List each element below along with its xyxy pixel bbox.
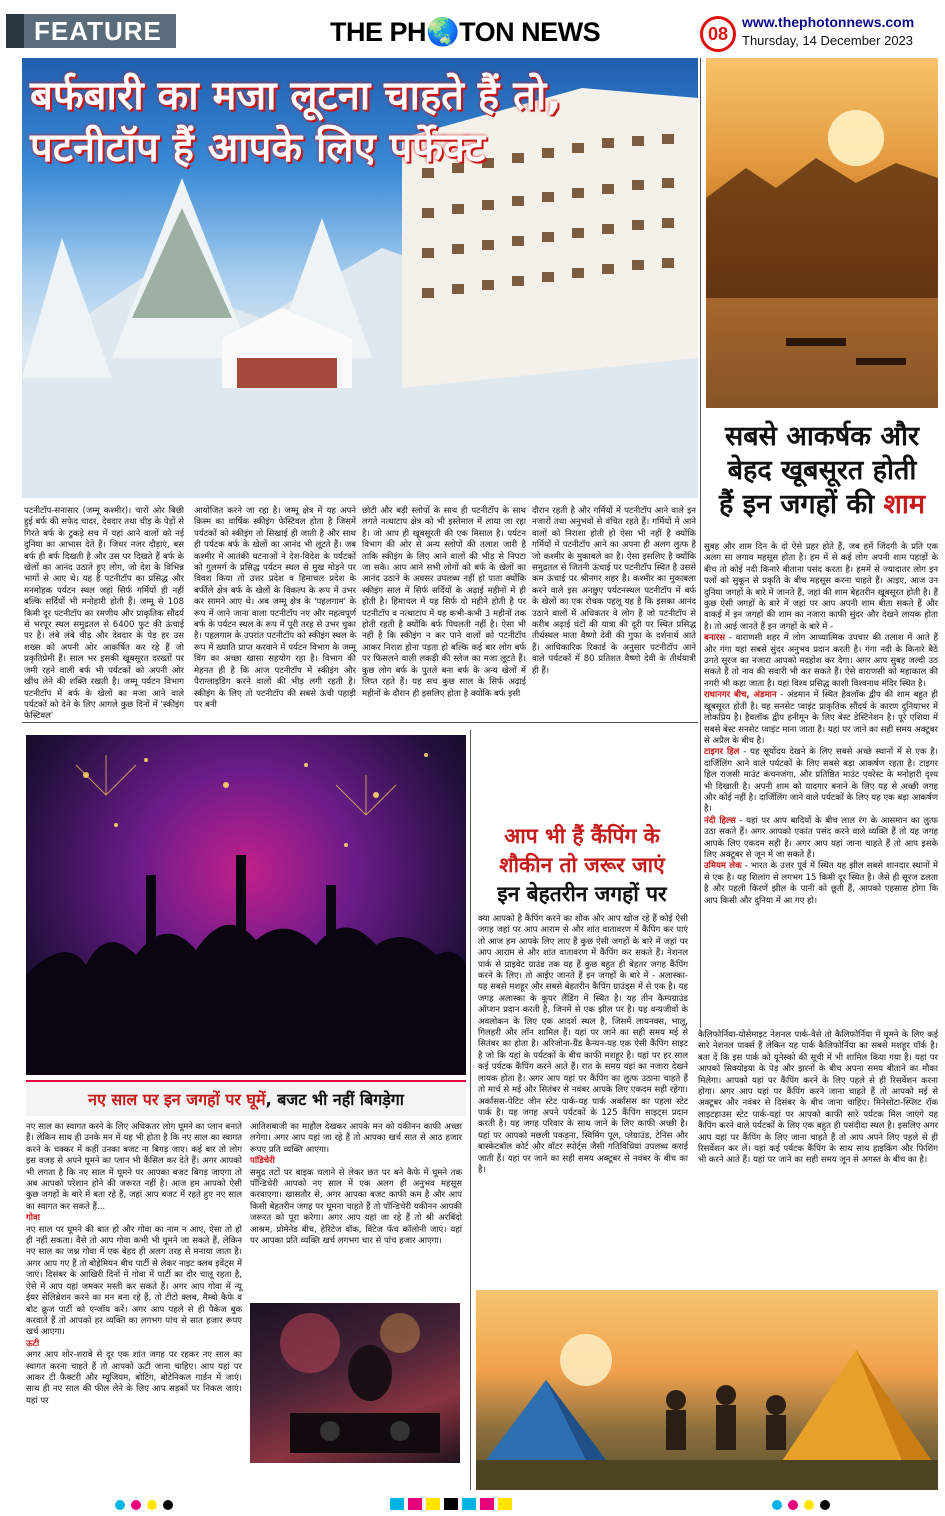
sunset-place-3-title: टाइगर हिल [704,747,740,758]
main-headline-line1: बर्फबारी का मजा लूटना चाहते हैं तो, [30,73,562,119]
main-story-column-1: पटनीटॉप-सनासार (जम्मू कश्मीर)। चारों ओर बिछी हुई बर्फ की सफेद चादर, देवदार तथा चीड़ के पेड़ों से गिरते बर्फ के टुकड़े सच में यहां आने वालों को नई दुनिया का आभास देते हैं। जिधर नजर दौड़ाएं, बस बर्फ ही बर्फ दिखती है और उस पर दिखते हैं बर्फ के खेलों का आनंद उठाते हुए लोग, जो देश के विभिन्न भागों से आए थे। यह है पटनीटॉप का प्रसिद्ध और मनमोहक पर्यटन स्थल जहां सिर्फ गर्मियों ही नहीं बल्कि सर्दियों भी मनोहारी होती हैं। जम्मू से 108 किमी दूर पटनीटॉप का रमणीय और प्राकृतिक सौंदर्य से भरपूर स्थल समुद्रतल से 6400 फुट की ऊंचाई पर है। लंबे लंबे चीड़ और देवदार के पेड़ हर उस शख्स को अपनी ओर आकर्षित कर रहे हैं जो प्रकृतिप्रेमी हैं। साल भर इसकी खूबसूरत दरख्तों पर जमी रहने वाली बर्फ भी पर्यटकों को अपनी ओर खींच लेने की शक्ति रखती है। जम्मू पर्यटन विभाग पटनीटॉप में बर्फ के खेलों का मजा आने वाले पर्यटकों को देने के लिए आगले कुछ दिनों में 'स्कीइंग फेस्टिवल' [24,506,184,722]
column-divider [700,58,701,1028]
registration-bar-cyan [390,1498,404,1510]
sunset-place-5 [704,861,938,907]
section-tag [6,14,176,48]
registration-bar-yellow [498,1498,512,1510]
camping-headline [476,822,688,909]
camping-column-2: कैलिफोर्निया-योसेमाइट नेशनल पार्क-वैसे तो कैलिफोर्निया में घूमने के लिए कई सारे नेशनल पार्क्स हैं लेकिन यह पार्क कैलिफोर्निया का सबसे मशहूर पॉर्क है। बता दें कि इस पार्क को यूनेस्को की सूची में भी शामिल किया गया है। यहां पर आपको सिक्योइया के पेड़ और झरनों के बीच अपना समय बीताने का मौका मिलेगा। आपको यहां पर कैंपिंग करने के लिए पहले से ही रिसर्वेशन करना होगा। अगर आप यहां पर कैंपिंग करने जाना चाहते हैं तो आपको मई से अक्टूबर और नवंबर से दिसंबर के बीच जाना चाहिए। मिनेसोटा-स्प्लिट रॉक लाइटहाउस स्टेट पार्क-यहां पर आपको काफी सारे पर्यटक मिल जाएंगे यह कैंपिंग करने वाले पर्यटकों के लिए एक बहुत ही पसंदीदा स्थल है। इसलिए अगर आप यहां पर कैंपिंग के लिए जाना चाहते हैं तो आप अपने लिए पहले से ही रिसर्वेशन कर लें। यहां कई पर्यटक कैंपिंग के साथ साथ हाइकिंग और फिशिंग भी करने आते हैं। यहां पर जाने का सही समय जून से अगस्त के बीच का है। [698,1030,938,1166]
new-year-headline-accent: नए साल पर इन जगहों पर घूमें [88,1090,266,1109]
sunset-place-2 [704,690,938,747]
registration-bar-yellow [426,1498,440,1510]
column-divider [470,730,471,1490]
registration-bar-magenta [480,1498,494,1510]
registration-dot-cyan [772,1500,782,1510]
sunset-place-5-title: उमियम लेक [704,861,742,872]
sunset-place-3-text: - यह सूर्योदय देखने के लिए सबसे अच्छे स्थानों में से एक है। दार्जिलिंग आने वाले पर्यटकों के लिए सबसे बड़ा आकर्षण रहता है। टाइगर हिल राजसी माउंट कंचनजंगा, और प्रतिष्ठित माउंट एवरेस्ट के मनोहारी दृश्य भी दिखाती है। अपनी शाम को यादगार बनाने के लिए यह से अच्छी जगह और कोई नहीं है। दार्जिलिंग जाने वाले पर्यटकों के लिए यह एक बड़ा आकर्षण है। [704,747,939,815]
sunset-place-1-text: - वाराणसी शहर में लोग आध्यात्मिक उपचार की तलाश में आते हैं और गंगा यहां सबसे सुंदर अनुभव प्रदान करती है। गंगा नदी के किनारे बैठें उगते सूरज का नजारा आपको मदहोश कर देगा। अगर आप सुबह जल्दी उठ सकते हैं तो नाव की सवारी भी कर सकते हैं। ऐसे वाराणसी को महाकाल की नगरी भी कहा जाता है। यहां विश्व प्रसिद्ध काशी विश्वनाथ मंदिर स्थित है। [704,633,938,689]
registration-dot-magenta [131,1500,141,1510]
sunset-illustration [706,58,938,408]
sunset-place-2-title: राधानगर बीच, अंडमान [704,690,777,701]
new-year-intro: नए साल का स्वागत करने के लिए अधिकतर लोग घूमने का प्लान बनाते हैं। लेकिन साथ ही उनके मन में यह भी होता है कि नए साल का स्वागत करने के चक्कर में कहीं उनका बजट ना बिगड़ जाए। कई बार तो लोग इस वजह से अपने घूमने का प्लान भी कैंसिल कर देते हैं। अगर आपको भी लगता है कि नए साल में घूमने पर आपका बजट बिगड़ जाएगा तो अब आपको परेशान होने की जरूरत नहीं है। आज हम आपको ऐसी कुछ जगहों के बारे में बता रहे हैं, जहां आप बजट में रहते हुए नए साल का स्वागत कर सकते हैं... [26,1122,242,1212]
masthead: THE PH🌏TON NEWS [330,17,601,47]
sunset-intro: सुबह और शाम दिन के दो ऐसे प्रहर होते हैं, जब हमें जिंदगी के प्रति एक अलग सा लगाव महसूस होता है। हम में से कई लोग अपनी शाम पहाड़ों के बीच तो कोई नदी किनारे बीताना पसंद करता है। हममें से ज्यादातर लोग इन पलों को सुकून से प्रकृति के बीच महसूस करना चाहते हैं। आइए, आज उन दुनिया जगहों के बारे में जानते हैं, जहां की शाम बेहतरीन खूबसूरत होती है। हैं कुछ ऐसी जगहों के बारे में जहां पर आप अपनी शाम बीता सकते हैं और वाकई में इन जगहों की शाम का नजारा काफी सुंदर और देखने लायक होता है। तो आई जानते हैं इन जगहों के बारे में - [704,542,938,632]
sunset-headline-accent: शाम [883,489,925,520]
new-year-party-photo [26,735,466,1075]
camping-illustration [476,1290,938,1490]
party-illustration [26,735,466,1075]
pondicherry-text: समुद्र तटों पर बाइक चलाने से लेकर छत पर बने कैफे में घूमने तक पॉन्डिचेरी आपको नए साल में एक अलग ही अनुभव महसूस करवाएगा। खासतौर से, अगर आपका बजट काफी कम है और आप किसी बेहतरीन जगह पर घूमना चाहते हैं तो पॉन्डिचेरी यकीनन आपकी जरूरत को पूरा करेगा। अगर आप यहां जा रहे हैं तो श्री अरबिंदो आश्रम, प्रोमेनेड बीच, हेरिटेज वॉक, विंटेज फॅच कॉलोनी जाएं। यहां पर आपका प्रति व्यक्ति खर्च लगभग चार से पांच हजार आएगा। [250,1167,462,1247]
sunset-place-1 [704,633,938,690]
camping-headline-line1: आप भी हैं कैंपिंग के [504,824,660,848]
registration-dot-black [163,1500,173,1510]
section-tag-label: FEATURE [34,16,162,46]
camping-column-1: क्या आपको है कैंपिंग करने का शौक और आप खोज रहे हैं कोई ऐसी जगह जहां पर आप आराम से और शांत वातावरण में कैंपिंग कर पाएं तो आज हम आपके लिए लाए हैं कुछ ऐसी जगहों के बारे में जहां पर आप आराम से और शांत वातावरण में कैंपिंग कर सकते हैं। नेशनल पार्क से प्राइवेट ग्राउंड तक यह हैं कुछ बहुत ही बेहतर जगह कैंपिंग करने के लिए। तो आईए जानते हैं इन जगहों के बारे में - अलास्का-यह सबसे मशहूर और सबसे बेहतरीन कैंपिंग ग्राउंड्स में से एक है। यह जगह अलास्का के कूपर लैंडिंग में स्थित है। यह तीन कैम्पग्राउंड ऑप्शन प्रदान करती है, जिनमें से एक झील पर है। यह वन्यजीवों के अवलोकन के लिए एक आदर्श स्थल है, जिसमें लायनक्स, भालू, गिलहरी और लॉन शामिल हैं। यहां पर जाने का सही समय मई से सितंबर का होता है। अरिजोना-ग्रैंड कैन्यन-यह एक ऐसी कैंपिंग साइट है जो कि यहां के पर्यटकों के बीच काफी मशहूर है। यहां पर हर साल कई पर्यटक कैंपिंग करने आते हैं। रात के समय यहां का नजारा देखने लायक होता है। अगर आप यहां पर कैंपिंग का लुत्फ उठाना चाहते हैं तो मार्च से मई और सितंबर से नवंबर आपके लिए एकदम सही रहेगा। अर्कांसस-पेटिट जीन स्टेट पार्क-यह पार्क अर्कांसस का पहला स्टेट पार्क है। यह जगह अपने पर्यटकों के 125 कैंपिंग साइट्स प्रदान करती है। यह जगह परिवार के साथ जाने के लिए काफी अच्छी है। यहां पर आपको मछली पकड़ना, स्विमिंग पूल, प्लेग्राउंड, टेनिस और बास्केटबॉल कोर्ट और वॉटर स्पोर्ट्स जैसी गतिविधियां उपलब्ध कराई जाती हैं। यहां पर जाने का सही समय अक्टूबर से नवंबर के बीच का है। [478,914,688,1175]
sunset-place-1-title: बनारस [704,633,725,644]
sunset-place-5-text: - भारत के उत्तर पूर्व में स्थित यह झील सबसे शानदार स्थानों में से एक है। यह शिलांग से लगभग 15 किमी दूर स्थित है। जैसे ही सूरज ढलता है और पहली किरणें झील के पानी को छूती हैं, आपको एहसास होगा कि आप किसी और दुनिया में आ गए हो। [704,861,938,906]
main-story-column-2: आयोजित करने जा रहा है। जम्मू क्षेत्र में यह अपने किस्म का वार्षिक स्कीइंग फेस्टिवल होता है जिसमें पर्यटकों को स्कीइंग तो सिखाई ही जाती है और साथ ही पर्यटक बर्फ के खेलों का आनंद भी लूटते हैं। जब कश्मीर में आतंकी घटनाओं ने देश-विदेश के पर्यटकों को गुलमर्ग के प्रसिद्ध पर्यटन स्थल से मुख मोड़ने पर विवश किया तो उत्तर प्रदेश व हिमाचल प्रदेश के बर्फीले क्षेत्र बर्फ के खेलों के विकल्प के रूप में उभर कर सामने आए थे। अब जम्मू क्षेत्र के 'पहलगाम' के रूप में जाने जाना वाला पटनीटॉप नए और महत्वपूर्ण बर्फ के पर्यटन स्थल के रूप में पूरी तरह से उभर चुका है। पहलगाम के उपरांत पटनीटॉप को स्कीइंग स्थल के रूप में ख्याति प्राप्त करवाने में पर्यटन विभाग के जम्मू विंग का अच्छा खासा सहयोग रहा है। विभाग की मेहनत ही है कि आज पटनीटॉप में स्कीइंग और पैराग्लाइडिंग करने वालों की भीड़ लगी रहती है। स्कीइंग के लिए तो पटनीटॉप की सबसे ऊंची पहाड़ी पर बनी [194,506,356,710]
sunset-story-body [704,542,938,1026]
sunset-headline-line1: सबसे आकर्षक और [724,421,920,452]
issue-date: Thursday, 14 December 2023 [742,33,914,48]
camping-headline-line3: इन बेहतरीन जगहों पर [497,882,667,906]
main-story-column-3: छोटी और बड़ी स्लोपों के साथ ही पटनीटॉप के साथ लगते नत्थाटाप क्षेत्र को भी इस्तेमाल में लाया जा रहा है। जो आप ही खूबसूरती की एक मिसाल है। पर्यटन विभाग की ओर से अन्य स्लोपों की तलाश जारी है ताकि स्कीइंग के लिए आने वालों की भीड़ से निपटा जा सके। आप आने सभी लोगों को बर्फ के खेलों का आनंद उठाने के अवसर उपलब्ध नहीं हो पाता क्योंकि स्कीइंग साल में सिर्फ सर्दियों के अढ़ाई महीनों में ही होती है। हिमाचल में यह सिर्फ दो महीने होती है पर पटनीटॉप व नत्थाटाप में यह कभी-कभी 3 महीनों तक होती रहती है क्योंकि बर्फ पिघलती नहीं है। ऐसा भी नहीं है कि स्कीइंग न कर पाने वालों को पटनीटॉप आकर निराश होना पड़ता हो बल्कि कई बार लोग बर्फ पर फिसलने वाली लकड़ी की स्लेज का मजा लूटते हैं। कुछ लोग बर्फ के पुतले बना बर्फ के अन्य खेलों में लिप्त रहते हैं। यह सच कुछ साल के सिर्फ अढ़ाई महीनों के दौरान ही इसलिए होता है क्योंकि बर्फ इसी [362,506,526,699]
new-year-column-1 [26,1122,242,1492]
print-registration-bar [0,1494,945,1516]
registration-bar-magenta [408,1498,422,1510]
sunset-headline [706,420,938,522]
dj-party-photo [250,1303,460,1463]
main-story-column-4: दौरान रहती है और गर्मियों में पटनीटॉप आने वाले इन नजारों तथा अनुभवों से वंचित रहते हैं। गर्मियों में आने वालों को निराशा होती हो ऐसा भी नहीं है क्योंकि गर्मियों में पटनीटॉप आने का अपना ही अलग लुत्फ है जो कश्मीर के मुकाबले का है। ऐसा इसलिए है क्योंकि समुद्रतल से जितनी ऊंचाई पर पटनीटॉप स्थित है उससे कम ऊंचाई पर श्रीनगर शहर है। कश्मीर का मुकाबला करने वाले इस अनछुए पर्यटनस्थल पटनीटॉप में बर्फ के खेलों का एक रोचक पहलू यह है कि इसका आनंद उठाने वालों में अधिकतर वे लोग हैं जो पटनीटॉप से करीब अढ़ाई घंटों की यात्रा की दूरी पर स्थित प्रसिद्ध तीर्थस्थल माता वैष्णो देवी की गुफा के दर्शनार्थ आते हैं। आधिकारिक रिकार्ड के अनुसार पटनीटॉप आने वाले पर्यटकों में 80 प्रतिशत वैष्णो देवी के तीर्थयात्री ही हैं। [532,506,696,676]
main-headline [30,70,680,174]
sunset-place-4-title: नंदी हिल्स [704,815,736,826]
pondicherry-heading: पांडिचेरी [250,1156,275,1167]
registration-bar-cyan [462,1498,476,1510]
sunset-place-3 [704,747,938,815]
new-year-headline-text: , बजट भी नहीं बिगड़ेगा [265,1090,404,1109]
varanasi-sunset-photo [706,58,938,408]
sunset-headline-line3 [706,488,938,522]
camping-headline-line2: शौकीन तो जरूर जाएं [499,853,665,877]
goa-heading: गोवा [26,1213,40,1224]
ooty-text-continued: आतिशबाजी का माहौल देखकर आपके मन को यकीनन काफी अच्छा लगेगा। अगर आप यहां जा रहे हैं तो आपका खर्च सात से आठ हजार रूपए प्रति व्यक्ति आएगा। [250,1122,462,1155]
registration-dot-cyan [115,1500,125,1510]
sunset-place-4-text: - यहां पर आप बादियों के बीच लाल रंग के आसमान का लुत्फ उठा सकते हैं। अगर आपको एकांत पसंद करने वाले व्यक्ति हैं तो यह जगह आपके लिए एकदम सही है। अगर आप यहां जाना चाहते हैं तो आप इसके लिए अक्टूबर से जून में जा सकते हैं। [704,815,938,860]
camping-photo [476,1290,938,1490]
new-year-headline [26,1080,466,1116]
new-year-column-2 [250,1122,462,1298]
goa-text: नए साल पर घूमने की बात हो और गोवा का नाम न आए, ऐसा तो हो ही नहीं सकता। वैसे तो आप गोवा कभी भी घूमने जा सकते हैं, लेकिन नए साल का जश्न गोवा में एक बेहद ही अलग तरह से मनाया जाता है। अगर आप गए हैं तो बोहेमियन बीच पार्टी से लेकर नाइट क्लब इवेंट्स में जाएं। दिसंबर के आखिरी दिनों में गोवा में पार्टी का दौर चालू रहता है, ऐसे में आप यहां जमकर मस्ती कर सकते हैं। अगर आप गोवा में न्यू ईयर सेलिब्रेशन करने का मन बना रहे हैं, तो टीटो क्लब, मैम्बो कैफे व बोट क्रूज पार्टी को एन्जॉय करें। अगर आप पहले से ही पैकेज बुक करवाते हैं तो आपको हर व्यक्ति का लगभग पांच से सात हजार रूपए खर्च आएगा। [26,1224,242,1338]
registration-dot-magenta [788,1500,798,1510]
sunset-headline-line2: बेहद खूबसूरत होती [727,455,917,486]
registration-bar-black [444,1498,458,1510]
registration-dot-yellow [147,1500,157,1510]
dj-illustration [250,1303,460,1463]
website-link[interactable]: www.thephotonnews.com [742,14,915,30]
section-divider [22,722,698,723]
registration-dot-black [820,1500,830,1510]
main-headline-line2: पटनीटॉप हैं आपके लिए पर्फेक्ट [30,125,486,171]
page-number-badge: 08 [700,16,736,52]
ooty-text: अगर आप शोर-शराबे से दूर एक शांत जगह पर रहकर नए साल का स्वागत करना चाहते हैं तो आपको ऊटी जाना चाहिए। आप यहां पर आकर टी फैक्टरी और म्यूजियम, बोटिंग, बोटेनिकल गार्डन में जाएं। साथ ही नए साल की फील लेने के लिए आप सड़कों पर निकल जाएं। यहां पर [26,1350,242,1406]
sunset-place-4 [704,816,938,862]
sunset-place-2-text: - अंडमान में स्थित हैवलॉक द्वीप की शाम बहुत ही खूबसूरत होती है। यह सनसेट प्वाइंट प्राकृतिक सौंदर्य के कारण दुनियाभर में लोकप्रिय है। हैवलॉक द्वीप हनीमून के लिए बेस्ट डेस्टिनेशन है। पूरे एशिया में सबसे बेस्ट सनसेट प्वाइंट माना जाता है। यहां पर जाने का सही समय अक्टूबर से अप्रैल के बीच है। [704,690,938,746]
ooty-heading: ऊटी [26,1338,40,1349]
sunset-headline-line3-text: हैं इन जगहों की [719,489,884,520]
registration-dot-yellow [804,1500,814,1510]
